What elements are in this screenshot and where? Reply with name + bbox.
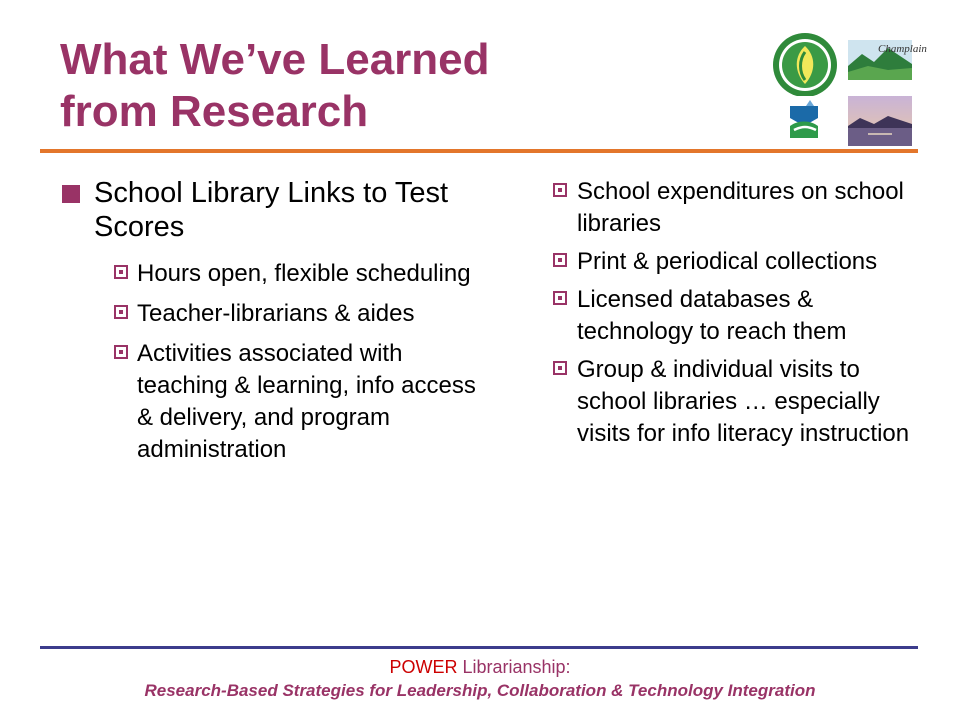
list-item: [553, 284, 923, 348]
list-item-text: Activities associated with teaching & learning, info access & delivery, and program administration: [137, 340, 476, 463]
checkbox-bullet-icon: [553, 291, 567, 305]
list-item-text: Licensed databases & technology to reach them: [577, 286, 847, 345]
checkbox-bullet-icon: [114, 305, 128, 319]
list-item-text: Hours open, flexible scheduling: [137, 260, 471, 287]
left-column: [62, 176, 482, 474]
champlain-mountain-logo-icon: [848, 40, 927, 80]
lake-sunset-logo-icon: [848, 96, 912, 146]
cc-wave-logo-icon: [784, 96, 824, 146]
list-item: [104, 258, 482, 290]
list-item-text: School expenditures on school libraries: [577, 178, 904, 237]
slide-title: [60, 34, 680, 138]
list-item-text: Print & periodical collections: [577, 248, 878, 275]
sub-bullet-list: [104, 258, 482, 466]
title-divider: [40, 149, 918, 153]
list-item: [104, 298, 482, 330]
slide-title-line-1: What We’ve Learned: [60, 35, 490, 84]
green-seal-logo-icon: [772, 32, 838, 98]
right-column: [553, 176, 923, 456]
checkbox-bullet-icon: [553, 361, 567, 375]
checkbox-bullet-icon: [553, 183, 567, 197]
main-bullet-text: School Library Links to Test Scores: [94, 177, 449, 243]
main-bullet: [62, 176, 482, 244]
svg-text:Champlain: Champlain: [878, 43, 927, 55]
checkbox-bullet-icon: [553, 253, 567, 267]
list-item-text: Group & individual visits to school libraries … especially visits for info literacy instruction: [577, 356, 910, 447]
slide-title-line-2: from Research: [60, 87, 369, 136]
checkbox-bullet-icon: [114, 265, 128, 279]
footer-subtitle: Research-Based Strategies for Leadership, Collaboration & Technology Integration: [144, 681, 816, 700]
square-bullet-icon: [62, 185, 80, 203]
footer-divider: [40, 646, 918, 649]
footer-title-rest: Librarianship:: [457, 657, 571, 677]
footer-title: [0, 656, 960, 678]
list-item: [553, 354, 923, 450]
footer-power-word: POWER: [389, 657, 458, 677]
checkbox-bullet-icon: [114, 345, 128, 359]
list-item-text: Teacher-librarians & aides: [137, 300, 415, 327]
list-item: [553, 246, 923, 278]
list-item: [553, 176, 923, 240]
logo-group: [770, 30, 927, 148]
list-item: [104, 338, 482, 466]
